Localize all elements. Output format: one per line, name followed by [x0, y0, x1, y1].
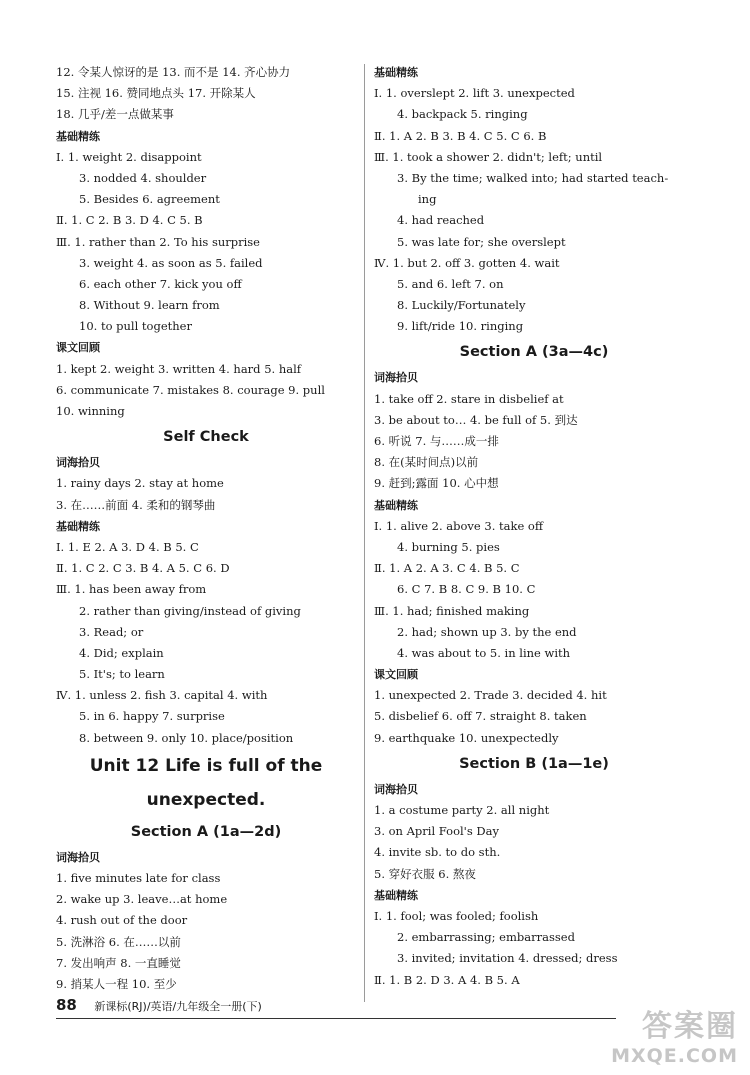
answer-line: 8. 在(某时间点)以前: [374, 455, 479, 470]
answer-line: 5. It's; to learn: [79, 667, 165, 682]
answer-line: 8. Luckily/Fortunately: [397, 298, 526, 313]
subsection-heading: 课文回顾: [374, 668, 418, 682]
watermark: [611, 1001, 738, 1067]
answer-line: 1. take off 2. stare in disbelief at: [374, 391, 564, 406]
answer-line: 3. nodded 4. shoulder: [79, 170, 207, 185]
answer-line: 2. wake up 3. leave…at home: [56, 892, 228, 907]
answer-line: 4. Did; explain: [79, 645, 164, 660]
left-column: [56, 62, 356, 995]
right-column: [374, 62, 694, 991]
answer-line: Ⅰ. 1. E 2. A 3. D 4. B 5. C: [56, 539, 199, 554]
answer-line: 1. a costume party 2. all night: [374, 803, 550, 817]
subsection-heading: 词海拾贝: [374, 782, 418, 796]
answer-line: Ⅰ. 1. fool; was fooled; foolish: [374, 908, 539, 923]
answer-line: 9. 赶到;露面 10. 心中想: [374, 476, 499, 491]
subsection-heading: 词海拾贝: [56, 850, 100, 864]
answer-line: 7. 发出响声 8. 一直睡觉: [56, 955, 181, 970]
answer-line: 12. 令某人惊讶的是 13. 而不是 14. 齐心协力: [56, 65, 291, 79]
answer-line: 2. had; shown up 3. by the end: [397, 624, 577, 639]
answer-line: 1. five minutes late for class: [56, 871, 221, 885]
subsection-heading: 基础精练: [374, 498, 418, 512]
answer-line: Ⅱ. 1. A 2. B 3. B 4. C 5. C 6. B: [374, 128, 547, 143]
subsection-heading: 词海拾贝: [374, 371, 418, 385]
answer-line: 6. each other 7. kick you off: [79, 276, 242, 291]
answer-line: 1. unexpected 2. Trade 3. decided 4. hit: [374, 688, 607, 703]
answer-line: Ⅳ. 1. unless 2. fish 3. capital 4. with: [56, 688, 268, 703]
answer-line: 15. 注视 16. 赞同地点头 17. 开除某人: [56, 86, 256, 101]
section-title: Section A (1a—2d): [130, 823, 282, 840]
unit-title: Unit 12 Life is full of the: [89, 755, 323, 776]
answer-line: Ⅲ. 1. had; finished making: [374, 603, 530, 618]
answer-line: 4. had reached: [397, 213, 485, 228]
answer-line: 10. to pull together: [79, 319, 192, 334]
footer-book-title: 新课标(RJ)/英语/九年级全一册(下): [94, 1000, 262, 1013]
answer-line: 9. earthquake 10. unexpectedly: [374, 730, 559, 745]
section-title: Section A (3a—4c): [459, 344, 609, 361]
answer-line: 4. was about to 5. in line with: [397, 645, 571, 660]
answer-line: 9. lift/ride 10. ringing: [397, 319, 524, 334]
answer-line: 3. invited; invitation 4. dressed; dress: [397, 951, 618, 966]
subsection-heading: 基础精练: [56, 519, 100, 533]
answer-line: 3. 在……前面 4. 柔和的钢琴曲: [56, 497, 216, 512]
answer-line: Ⅲ. 1. rather than 2. To his surprise: [56, 234, 260, 249]
answer-line: 6. 听说 7. 与……成一排: [374, 434, 499, 448]
answer-line: 2. embarrassing; embarrassed: [397, 930, 575, 945]
answer-line: 2. rather than giving/instead of giving: [79, 603, 301, 618]
section-title: Section B (1a—1e): [459, 755, 609, 772]
column-divider: [364, 64, 365, 1002]
subsection-heading: 课文回顾: [56, 341, 100, 355]
answer-line: 1. rainy days 2. stay at home: [56, 476, 224, 491]
answer-line: 9. 捎某人一程 10. 至少: [56, 976, 177, 991]
answer-line: Ⅱ. 1. A 2. A 3. C 4. B 5. C: [374, 561, 520, 576]
subsection-heading: 基础精练: [374, 888, 418, 902]
answer-line: 5. and 6. left 7. on: [397, 276, 504, 291]
answer-line: ing: [418, 192, 437, 207]
answer-line: 5. 洗淋浴 6. 在……以前: [56, 934, 181, 949]
answer-line: 4. rush out of the door: [56, 913, 188, 928]
subsection-heading: 基础精练: [56, 129, 100, 143]
answer-line: 10. winning: [56, 404, 125, 418]
answer-line: Ⅲ. 1. has been away from: [56, 582, 207, 597]
answer-line: Ⅰ. 1. alive 2. above 3. take off: [374, 518, 544, 533]
page-footer: [56, 996, 262, 1014]
answer-line: 3. be about to… 4. be full of 5. 到达: [374, 412, 578, 427]
answer-line: 4. burning 5. pies: [397, 539, 500, 554]
subsection-heading: 基础精练: [374, 66, 418, 79]
watermark-logo-text: 答案圈: [642, 1009, 738, 1044]
answer-line: Ⅳ. 1. but 2. off 3. gotten 4. wait: [374, 255, 560, 270]
footer-rule: [56, 1018, 616, 1019]
answer-line: 5. Besides 6. agreement: [79, 192, 220, 207]
answer-line: 4. backpack 5. ringing: [397, 107, 528, 122]
answer-line: 3. By the time; walked into; had started teach-: [397, 170, 669, 185]
answer-line: 1. kept 2. weight 3. written 4. hard 5. half: [56, 361, 302, 376]
answer-line: Ⅲ. 1. took a shower 2. didn't; left; until: [374, 149, 603, 164]
answer-line: Ⅱ. 1. C 2. C 3. B 4. A 5. C 6. D: [56, 561, 230, 576]
answer-line: Ⅱ. 1. B 2. D 3. A 4. B 5. A: [374, 972, 520, 987]
answer-line: 3. weight 4. as soon as 5. failed: [79, 255, 263, 270]
answer-line: 3. on April Fool's Day: [374, 824, 499, 839]
page-number: 88: [56, 996, 77, 1014]
answer-line: 8. Without 9. learn from: [79, 298, 220, 313]
answer-line: Ⅱ. 1. C 2. B 3. D 4. C 5. B: [56, 213, 203, 228]
answer-line: 5. 穿好衣服 6. 熬夜: [374, 866, 476, 881]
watermark-url: MXQE.COM: [611, 1045, 738, 1067]
answer-line: 3. Read; or: [79, 624, 144, 639]
answer-line: 5. was late for; she overslept: [397, 234, 566, 249]
answer-line: 6. communicate 7. mistakes 8. courage 9. pull: [56, 382, 325, 397]
answer-line: Ⅰ. 1. overslept 2. lift 3. unexpected: [374, 86, 575, 101]
answer-line: 4. invite sb. to do sth.: [374, 845, 501, 860]
section-title: Self Check: [163, 429, 249, 446]
subsection-heading: 词海拾贝: [56, 456, 100, 470]
answer-line: Ⅰ. 1. weight 2. disappoint: [56, 149, 202, 164]
answer-line: 6. C 7. B 8. C 9. B 10. C: [397, 582, 536, 597]
answer-line: 5. disbelief 6. off 7. straight 8. taken: [374, 709, 587, 724]
unit-title: unexpected.: [146, 789, 266, 810]
answer-line: 5. in 6. happy 7. surprise: [79, 709, 225, 724]
answer-line: 8. between 9. only 10. place/position: [79, 730, 294, 745]
answer-line: 18. 几乎/差一点做某事: [56, 107, 174, 122]
